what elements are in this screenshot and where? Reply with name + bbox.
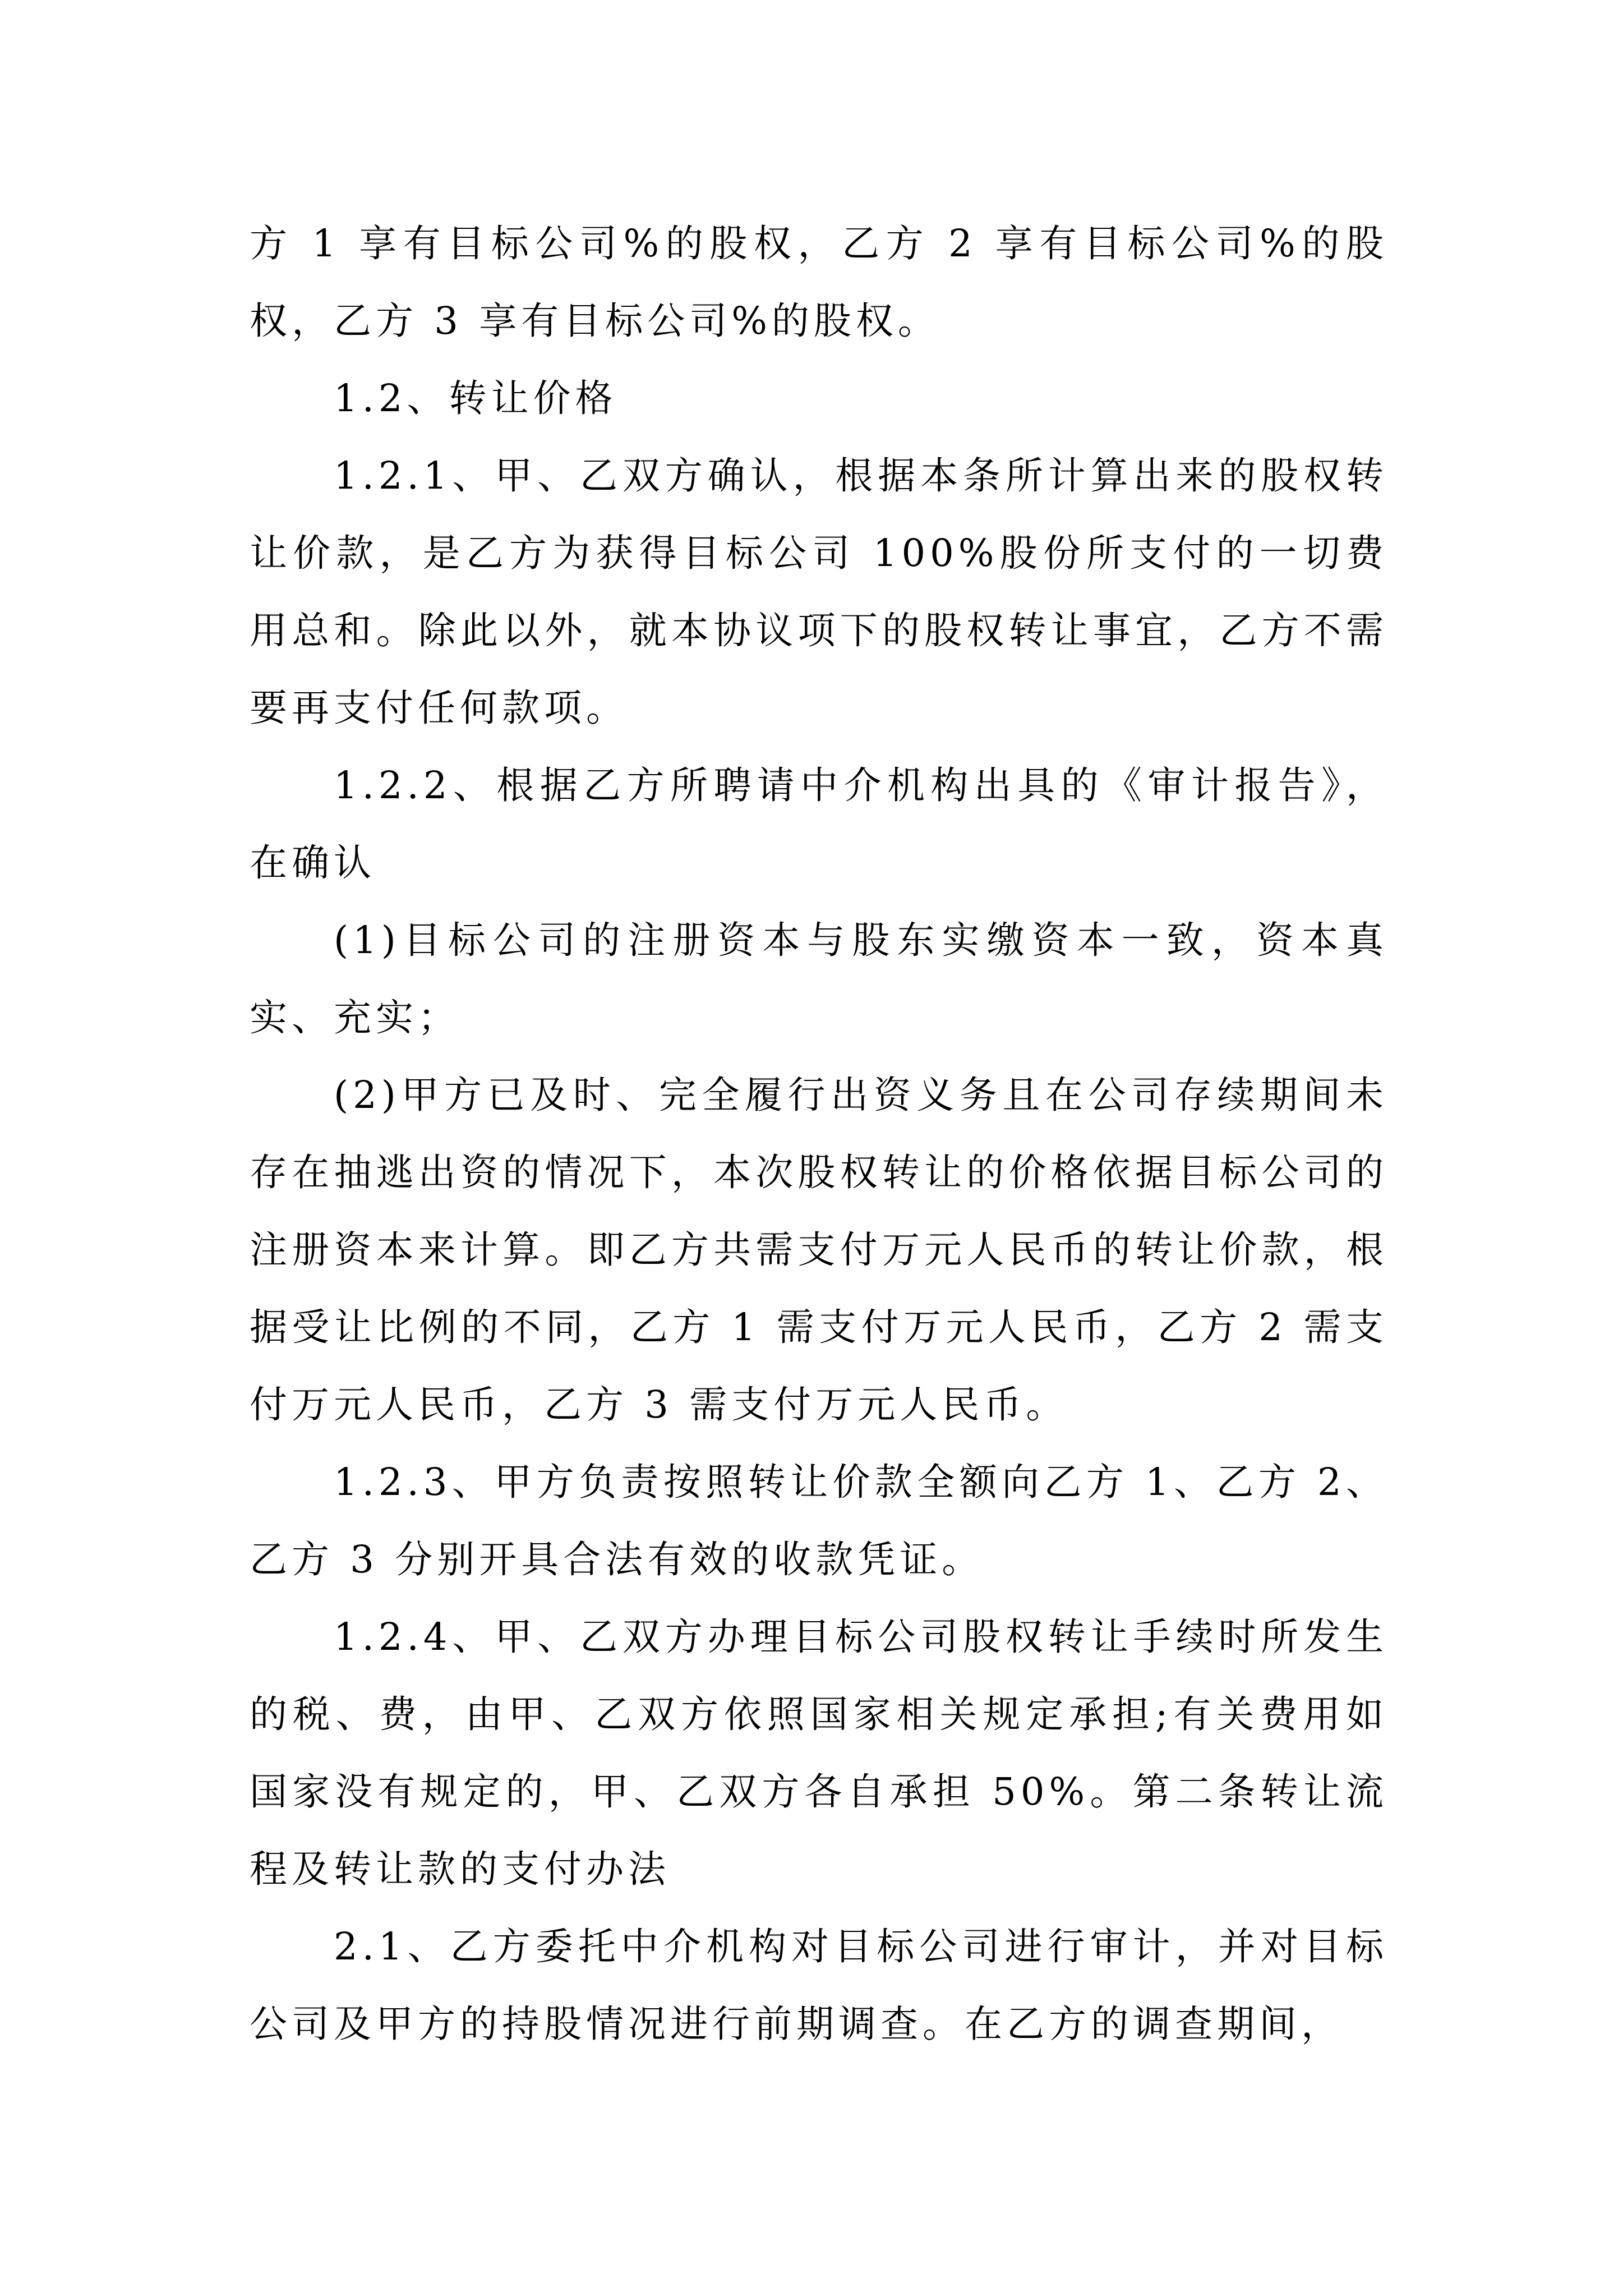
document-page — [250, 205, 1388, 2063]
paragraph-1-2-4: 1.2.4、甲、乙双方办理目标公司股权转让手续时所发生的税、费，由甲、乙双方依照国家相关规定承担;有关费用如国家没有规定的，甲、乙双方各自承担 50%。第二条转让流程及转让款的支付办法 — [250, 1615, 1388, 1891]
paragraph-1-2-3: 1.2.3、甲方负责按照转让价款全额向乙方 1、乙方 2、乙方 3 分别开具合法有效的收款凭证。 — [250, 1460, 1388, 1581]
paragraph-shareholding-continuation: 方 1 享有目标公司%的股权，乙方 2 享有目标公司%的股权，乙方 3 享有目标公司%的股权。 — [250, 222, 1388, 343]
paragraph-1-2-1: 1.2.1、甲、乙双方确认，根据本条所计算出来的股权转让价款，是乙方为获得目标公司 100%股份所支付的一切费用总和。除此以外，就本协议项下的股权转让事宜，乙方不需要再支付任何款项。 — [250, 454, 1388, 730]
paragraph-2-1: 2.1、乙方委托中介机构对目标公司进行审计，并对目标公司及甲方的持股情况进行前期调查。在乙方的调查期间， — [250, 1925, 1388, 2046]
paragraph-item-2: (2)甲方已及时、完全履行出资义务且在公司存续期间未存在抽逃出资的情况下，本次股权转让的价格依据目标公司的注册资本来计算。即乙方共需支付万元人民币的转让价款，根据受让比例的不同，乙方 1 需支付万元人民币，乙方 2 需支付万元人民币，乙方 3 需支付万元人民币。 — [250, 1073, 1388, 1427]
paragraph-1-2-2: 1.2.2、根据乙方所聘请中介机构出具的《审计报告》，在确认 — [250, 763, 1388, 885]
paragraph-item-1: (1)目标公司的注册资本与股东实缴资本一致，资本真实、充实； — [250, 918, 1388, 1039]
paragraph-1-2-heading: 1.2、转让价格 — [334, 376, 617, 420]
